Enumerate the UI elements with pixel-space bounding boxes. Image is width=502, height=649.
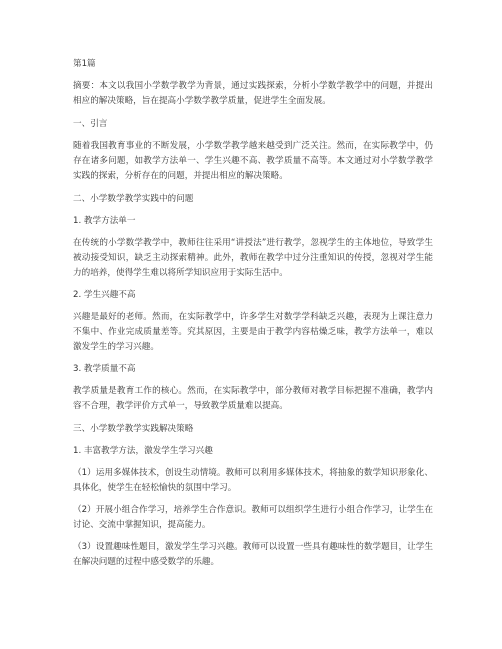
abstract-paragraph: 摘要：本文以我国小学数学教学为背景，通过实践探索，分析小学数学教学中的问题，并提出相应的解决策略，旨在提高小学数学教学质量，促进学生全面发展。: [73, 81, 433, 106]
section-heading-introduction: 一、引言: [73, 119, 108, 129]
section-heading-problems: 二、小学数学教学实践中的问题: [73, 194, 194, 204]
strategy-item-fun-questions: （3）设置趣味性题目，激发学生学习兴趣。教师可以设置一些具有趣味性的数学题目，让学生在解决问题的过程中感受数学的乐趣。: [73, 542, 433, 567]
introduction-paragraph: 随着我国教育事业的不断发展，小学数学教学越来越受到广泛关注。然而，在实际教学中，仍存在诸多问题，如教学方法单一、学生兴趣不高、教学质量不高等。本文通过对小学数学教学实践的探索，分析存在的问题，并提出相应的解决策略。: [73, 141, 433, 181]
subheading-student-interest: 2. 学生兴趣不高: [73, 290, 136, 300]
document-page: [73, 57, 433, 570]
section-heading-strategies: 三、小学数学教学实践解决策略: [73, 424, 194, 434]
paragraph-teaching-quality: 教学质量是教育工作的核心。然而，在实际教学中，部分教师对教学目标把握不准确，教学内容不合理，教学评价方式单一，导致教学质量难以提高。: [73, 386, 433, 411]
paragraph-teaching-method: 在传统的小学数学教学中，教师往往采用“讲授法”进行教学，忽视学生的主体地位，导致学生被动接受知识，缺乏主动探索精神。此外，教师在教学中过分注重知识的传授，忽视对学生能力的培养，使得学生难以将所学知识应用于实际生活中。: [73, 238, 433, 278]
strategy-item-group-learning: （2）开展小组合作学习，培养学生合作意识。教师可以组织学生进行小组合作学习，让学生在讨论、交流中掌握知识，提高能力。: [73, 505, 433, 530]
subheading-enrich-methods: 1. 丰富教学方法，激发学生学习兴趣: [73, 446, 213, 456]
subheading-teaching-quality: 3. 教学质量不高: [73, 364, 136, 374]
page-label: 第1篇: [73, 59, 96, 69]
paragraph-student-interest: 兴趣是最好的老师。然而，在实际教学中，许多学生对数学学科缺乏兴趣，表现为上课注意力不集中、作业完成质量差等。究其原因，主要是由于教学内容枯燥乏味，教学方法单一，难以激发学生的学习兴趣。: [73, 312, 433, 352]
strategy-item-multimedia: （1）运用多媒体技术，创设生动情境。教师可以利用多媒体技术，将抽象的数学知识形象化、具体化，使学生在轻松愉快的氛围中学习。: [73, 468, 433, 493]
subheading-teaching-method: 1. 教学方法单一: [73, 216, 136, 226]
